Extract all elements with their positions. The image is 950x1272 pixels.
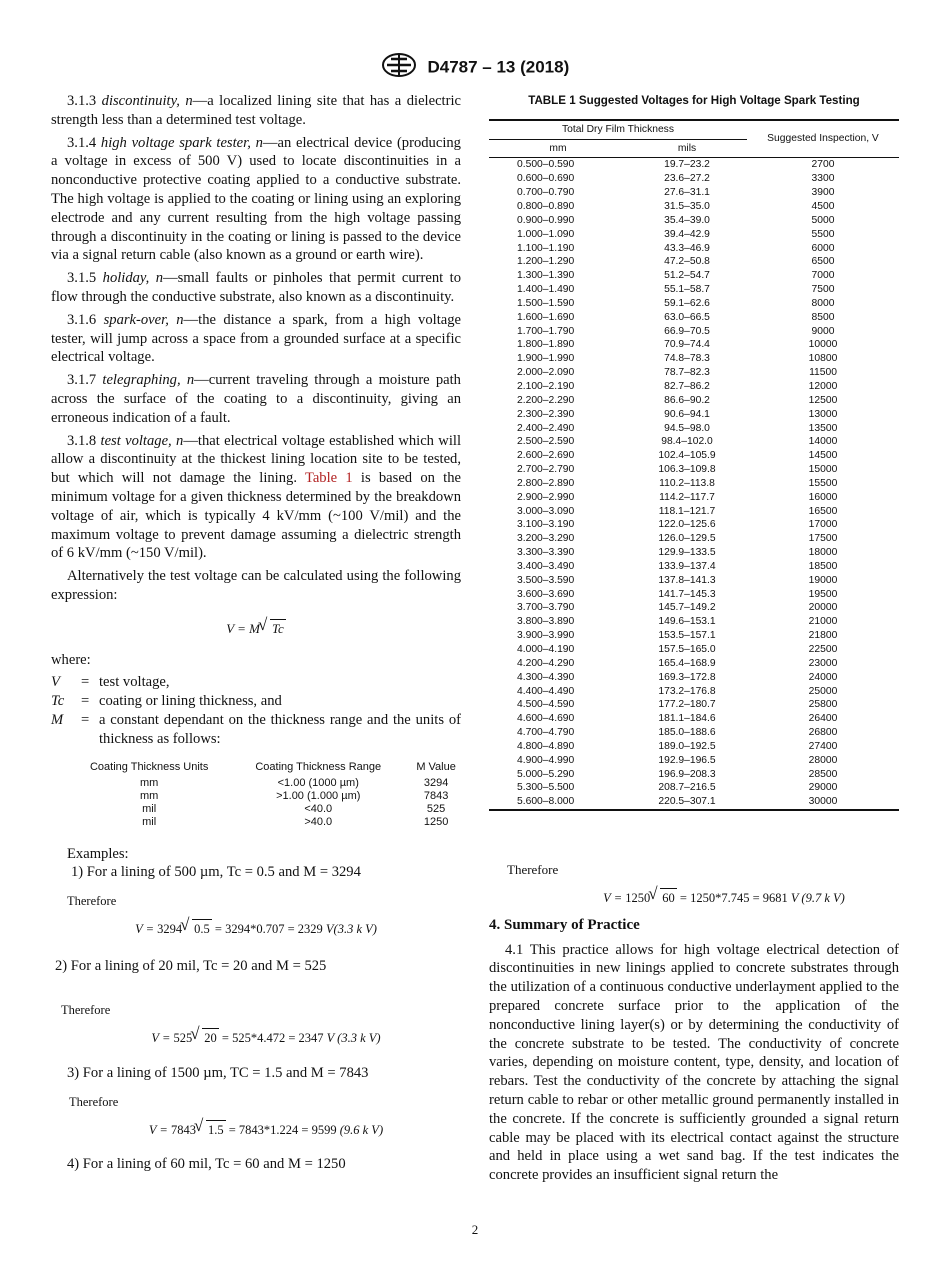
alternative-text: Alternatively the test voltage can be calculated using the following expression: bbox=[51, 568, 461, 603]
variable-definitions bbox=[51, 673, 461, 748]
table-row: 1.800–1.890 70.9–74.4 10000 bbox=[517, 339, 838, 351]
table-row: 2.000–2.090 78.7–82.3 11500 bbox=[517, 367, 837, 379]
table-row: 3.000–3.090 118.1–121.7 16500 bbox=[517, 505, 838, 517]
table-row: 3.900–3.990 153.5–157.1 21800 bbox=[517, 630, 838, 642]
section-title-4: 4. Summary of Practice bbox=[489, 916, 640, 933]
variable-m: M = a constant dependant on the thickness range and the units of thickness as follows: bbox=[51, 711, 461, 747]
suggested-voltages-table bbox=[489, 119, 899, 811]
paragraph-4-1: 4.1 This practice allows for high voltage electrical detection of discontinuities in new linings applied to concrete substrates through the utilization of a continuous conductive underlayment applied to the prepared concrete surface prior to the application of the nonconductive lining layer(s) or by determining the conductivity of the concrete substrate to be tested. The conductivity of concrete varies, depending on moisture content, type, density, and location of rebars. Test the conductivity of the concrete by attaching the signal return cable to rebar or other metallic ground permanently installed in the concrete. If the concrete is sufficiently grounded a signal return cable may be placed with its electrical contact against the structure and held in place using a wet sand bag. If the test indicates the concrete provides an insufficient signal return the bbox=[489, 941, 899, 1184]
table-row: 5.600–8.000 220.5–307.1 30000 bbox=[517, 796, 838, 808]
table-row: 4.300–4.390 169.3–172.8 24000 bbox=[517, 671, 838, 683]
table-row: 2.300–2.390 90.6–94.1 13000 bbox=[517, 408, 838, 420]
table-row: 5.000–5.290 196.9–208.3 28500 bbox=[517, 768, 838, 780]
table-row: 5.300–5.500 208.7–216.5 29000 bbox=[517, 782, 838, 794]
table-row: 3.800–3.890 149.6–153.1 21000 bbox=[517, 616, 838, 628]
table-row: mm >1.00 (1.000 µm) 7843 bbox=[139, 789, 449, 802]
table-row: 3.200–3.290 126.0–129.5 17500 bbox=[517, 533, 838, 545]
table-row: 4.600–4.690 181.1–184.6 26400 bbox=[517, 713, 838, 725]
example-2: 2) For a lining of 20 mil, Tc = 20 and M = 525 bbox=[55, 957, 327, 974]
page-number: 2 bbox=[471, 1222, 479, 1237]
m-value-table: Coating Thickness Units Coating Thickness Range M Value mm <1.00 (1000 µm) 3294 mm >1.00 (1.000 µm) 7843 mil <40.0 525 mil >40.0 1250 bbox=[67, 761, 467, 829]
table-row: 4.000–4.190 157.5–165.0 22500 bbox=[517, 644, 838, 656]
variable-tc: Tc = coating or lining thickness, and bbox=[51, 693, 282, 710]
table-row: 2.400–2.490 94.5–98.0 13500 bbox=[517, 422, 838, 434]
table-row: 4.400–4.490 173.2–176.8 25000 bbox=[517, 685, 838, 697]
table-row: mil <40.0 525 bbox=[142, 802, 446, 815]
table-row: 3.100–3.190 122.0–125.6 17000 bbox=[517, 519, 838, 531]
examples-label: Examples: bbox=[67, 845, 129, 862]
table-row: 2.700–2.790 106.3–109.8 15000 bbox=[517, 464, 838, 476]
table-row: 2.900–2.990 114.2–117.7 16000 bbox=[517, 491, 838, 503]
calc-4: V = 1250√ 60 = 1250*7.745 = 9681 V (9.7 k V) bbox=[549, 888, 899, 908]
table-row: 4.500–4.590 177.2–180.7 25800 bbox=[517, 699, 838, 711]
definition-3-1-8: 3.1.8 test voltage, n—that electrical voltage established which will allow a discontinuity at the thickest lining location site to be tested, but which will not damage the lining. Table 1 is based on the minimum voltage for a given thickness determined by the breakdown voltage of air, which is typically 4 kV/mm (~100 V/mil) and the maximum voltage to prevent damage assuming a dielectric strength of 6 kV/mm (~150 V/mil). bbox=[51, 432, 461, 562]
definition-3-1-6: 3.1.6 spark-over, n—the distance a spark, from a high voltage tester, will jump across a space from a grounded surface at a specific electrical voltage. bbox=[51, 311, 462, 366]
table-row: 1.500–1.590 59.1–62.6 8000 bbox=[517, 297, 835, 309]
definition-3-1-3: 3.1.3 discontinuity, n—a localized lining site that has a dielectric strength less than a determined test voltage. bbox=[51, 93, 462, 128]
document-designation: D4787 – 13 (2018) bbox=[427, 57, 570, 77]
right-column bbox=[489, 92, 899, 1189]
definition-3-1-7: 3.1.7 telegraphing, n—current traveling through a moisture path across the surface of the coating to a discontinuity, giving an erroneous indication of a fault. bbox=[51, 372, 461, 426]
page-header bbox=[0, 52, 950, 83]
table-row: 2.500–2.590 98.4–102.0 14000 bbox=[517, 436, 838, 448]
table-row: 4.700–4.790 185.0–188.6 26800 bbox=[517, 727, 838, 739]
calc-2: V = 525√ 20 = 525*4.472 = 2347 V (3.3 k V) bbox=[71, 1028, 461, 1048]
calc-3: V = 7843√ 1.5 = 7843*1.224 = 9599 (9.6 k V) bbox=[71, 1120, 461, 1140]
column-header-voltage: Suggested Inspection, V bbox=[747, 120, 899, 158]
table-row: 1.900–1.990 74.8–78.3 10800 bbox=[517, 353, 838, 365]
column-header-mils: mils bbox=[627, 139, 747, 158]
column-header-mm: mm bbox=[489, 139, 627, 158]
therefore-1: Therefore bbox=[67, 894, 117, 909]
example-3: 3) For a lining of 1500 µm, TC = 1.5 and M = 7843 bbox=[67, 1065, 369, 1082]
table-1-title: TABLE 1 Suggested Voltages for High Voltage Spark Testing bbox=[528, 94, 860, 107]
left-column bbox=[51, 92, 461, 1174]
voltage-formula: V = M√ Tc bbox=[51, 619, 461, 639]
table-1-link[interactable]: Table 1 bbox=[304, 470, 353, 487]
table-row: mil >40.0 1250 bbox=[142, 815, 449, 828]
definition-3-1-5: 3.1.5 holiday, n—small faults or pinholes that permit current to flow through the conductive substrate, also known as a discontinuity. bbox=[51, 270, 462, 305]
where-label: where: bbox=[51, 651, 91, 668]
example-4: 4) For a lining of 60 mil, Tc = 60 and M = 1250 bbox=[67, 1156, 346, 1173]
table-row: 3.600–3.690 141.7–145.3 19500 bbox=[517, 588, 838, 600]
astm-logo-icon bbox=[381, 52, 417, 83]
therefore-2: Therefore bbox=[61, 1003, 111, 1018]
table-row: 2.800–2.890 110.2–113.8 15500 bbox=[517, 477, 838, 489]
table-row: 1.300–1.390 51.2–54.7 7000 bbox=[517, 270, 835, 282]
table-row: 3.700–3.790 145.7–149.2 20000 bbox=[517, 602, 838, 614]
table-row: 1.000–1.090 39.4–42.9 5500 bbox=[517, 228, 835, 240]
table-row: 1.400–1.490 55.1–58.7 7500 bbox=[517, 284, 835, 296]
table-row: 1.100–1.190 43.3–46.9 6000 bbox=[517, 242, 835, 254]
table-row: 0.600–0.690 23.6–27.2 3300 bbox=[517, 173, 835, 185]
table-row: 2.600–2.690 102.4–105.9 14500 bbox=[517, 450, 838, 462]
variable-v: V = test voltage, bbox=[51, 674, 170, 691]
table-row: 1.600–1.690 63.0–66.5 8500 bbox=[517, 311, 835, 323]
table-row: 4.200–4.290 165.4–168.9 23000 bbox=[517, 657, 838, 669]
table-row: 1.700–1.790 66.9–70.5 9000 bbox=[517, 325, 835, 337]
column-group-thickness: Total Dry Film Thickness bbox=[489, 120, 747, 139]
table-row: 0.500–0.590 19.7–23.2 2700 bbox=[517, 159, 835, 171]
table-row: 0.900–0.990 35.4–39.0 5000 bbox=[517, 214, 835, 226]
table-row: mm <1.00 (1000 µm) 3294 bbox=[139, 776, 449, 789]
table-row: 3.500–3.590 137.8–141.3 19000 bbox=[517, 574, 838, 586]
table-row: 3.400–3.490 133.9–137.4 18500 bbox=[517, 560, 838, 572]
table-row: 1.200–1.290 47.2–50.8 6500 bbox=[517, 256, 835, 268]
table-row: 3.300–3.390 129.9–133.5 18000 bbox=[517, 547, 838, 559]
table-row: 2.100–2.190 82.7–86.2 12000 bbox=[517, 380, 838, 392]
table-row: 4.800–4.890 189.0–192.5 27400 bbox=[517, 740, 838, 752]
example-1: 1) For a lining of 500 µm, Tc = 0.5 and M = 3294 bbox=[71, 864, 361, 881]
definition-3-1-4: 3.1.4 high voltage spark tester, n—an electrical device (producing a voltage in excess of 500 V) used to locate discontinuities in a nonconductive protective coating applied to a conductive substrate. The high voltage is applied to the coating or lining using an exploring electrode and any current resulting from the high voltage passing through a discontinuity in the coating or lining is passed to the device via a signal return cable (also known as a ground or earth wire). bbox=[51, 134, 461, 264]
table-row: 2.200–2.290 86.6–90.2 12500 bbox=[517, 394, 838, 406]
calc-1: V = 3294√ 0.5 = 3294*0.707 = 2329 V(3.3 k V) bbox=[51, 919, 461, 939]
table-row: 0.700–0.790 27.6–31.1 3900 bbox=[517, 187, 835, 199]
table-row: 4.900–4.990 192.9–196.5 28000 bbox=[517, 754, 838, 766]
therefore-3: Therefore bbox=[69, 1094, 119, 1109]
table-row: 0.800–0.890 31.5–35.0 4500 bbox=[517, 201, 835, 213]
therefore-4: Therefore bbox=[507, 862, 559, 878]
